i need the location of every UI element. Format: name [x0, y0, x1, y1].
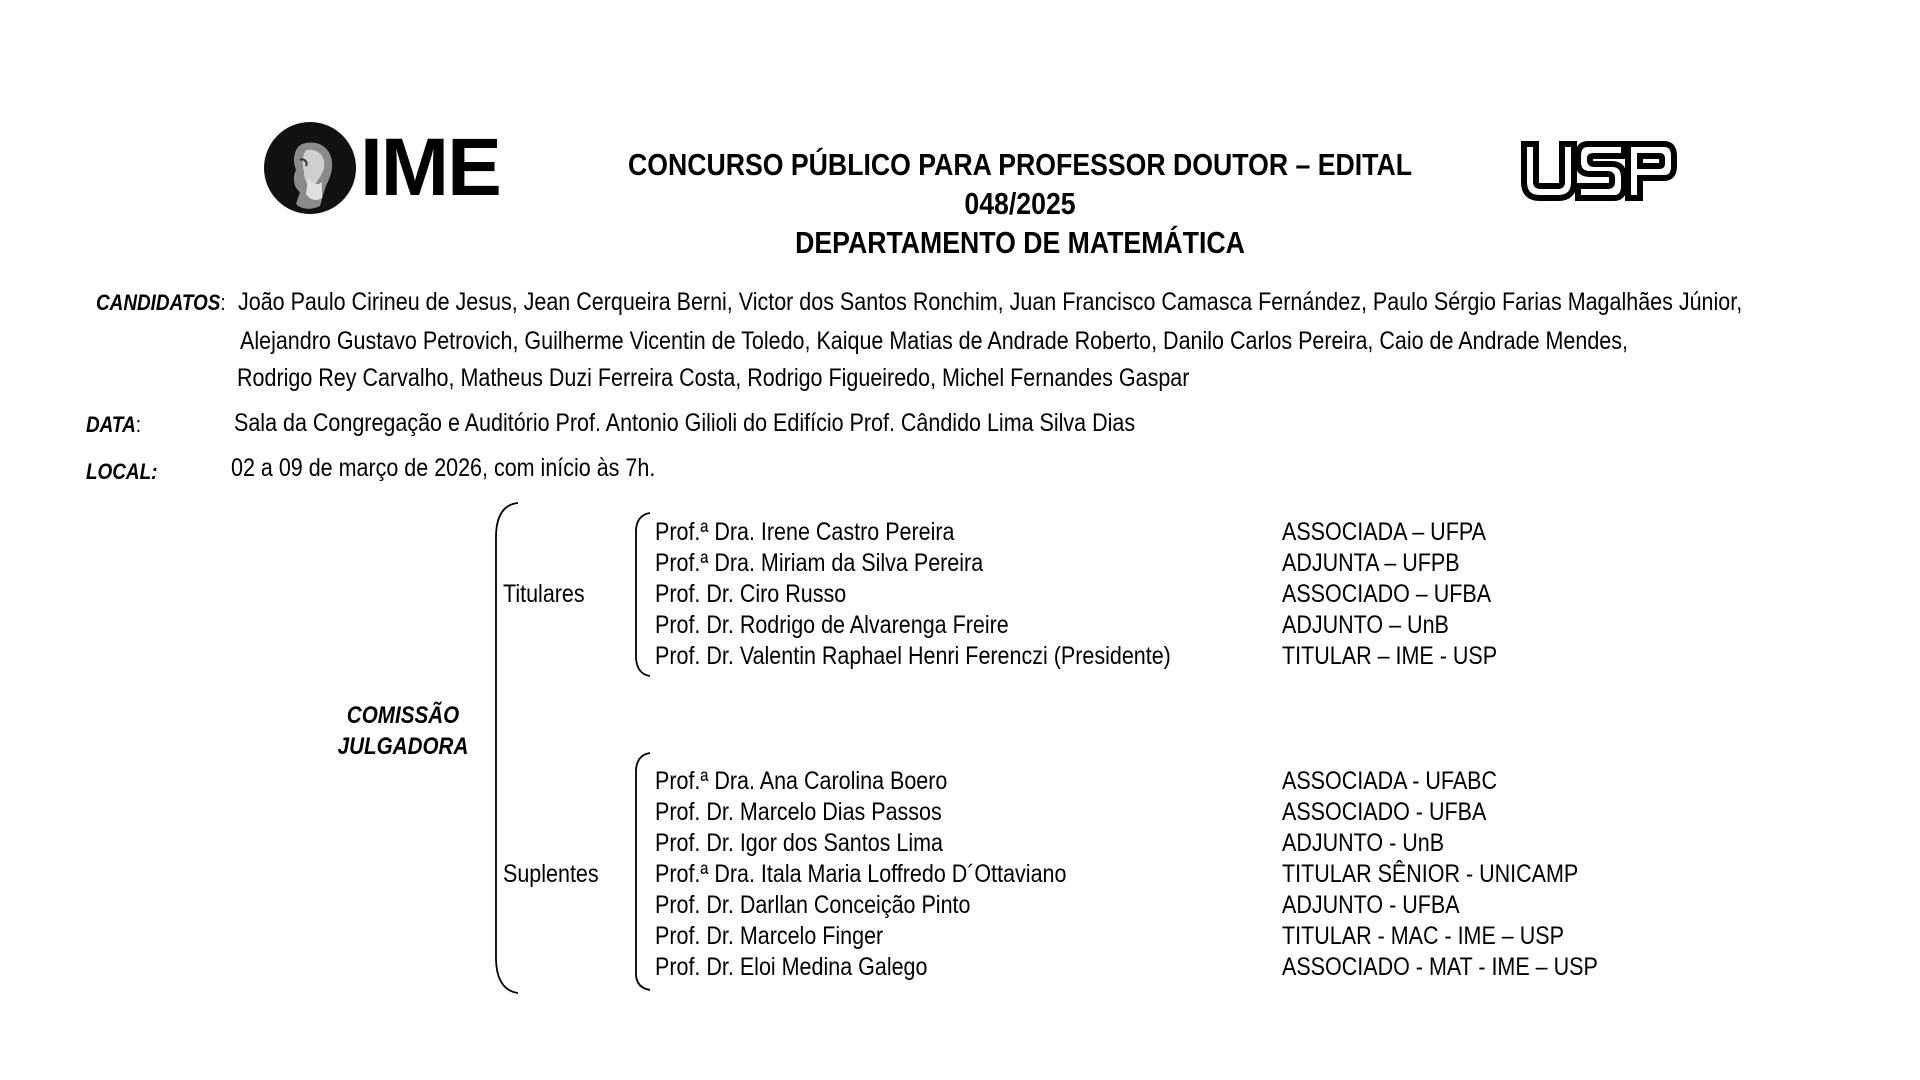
suplentes-roles: [1282, 766, 1649, 983]
member-role: ASSOCIADO - UFBA: [1282, 798, 1487, 826]
titulares-roles: [1282, 517, 1532, 672]
member-role: ADJUNTA – UFPB: [1282, 549, 1460, 577]
member-name: Prof. Dr. Valentin Raphael Henri Ferenczi (Presidente): [655, 642, 1171, 670]
member-role: ASSOCIADO - MAT - IME – USP: [1282, 953, 1598, 981]
data-label: DATA:: [86, 412, 142, 437]
member-name: Prof. Dr. Marcelo Finger: [655, 922, 884, 950]
member-role: ASSOCIADA – UFPA: [1282, 518, 1486, 546]
suplentes-brace: [636, 753, 650, 990]
title-line-1: CONCURSO PÚBLICO PARA PROFESSOR DOUTOR – EDITAL 048/2025: [627, 147, 1413, 221]
member-name: Prof. Dr. Marcelo Dias Passos: [655, 798, 942, 826]
member-name: Prof.ª Dra. Irene Castro Pereira: [655, 518, 955, 546]
local-label: LOCAL:: [86, 459, 158, 484]
member-role: TITULAR – IME - USP: [1282, 642, 1498, 670]
member-name: Prof. Dr. Igor dos Santos Lima: [655, 829, 944, 857]
member-name: Prof.ª Dra. Miriam da Silva Pereira: [655, 549, 984, 577]
member-role: ASSOCIADA - UFABC: [1282, 767, 1498, 795]
title-line-2: DEPARTAMENTO DE MATEMÁTICA: [795, 225, 1245, 260]
data-value: Sala da Congregação e Auditório Prof. Antonio Gilioli do Edifício Prof. Cândido Lima Silva Dias: [234, 409, 1136, 437]
member-role: ADJUNTO - UFBA: [1282, 891, 1460, 919]
member-name: Prof.ª Dra. Itala Maria Loffredo D´Ottaviano: [655, 860, 1067, 888]
member-role: TITULAR SÊNIOR - UNICAMP: [1282, 860, 1579, 888]
outer-brace: [496, 503, 518, 993]
member-role: ASSOCIADO – UFBA: [1282, 580, 1492, 608]
member-name: Prof. Dr. Darllan Conceição Pinto: [655, 891, 971, 919]
local-value: 02 a 09 de março de 2026, com início às 7h.: [231, 454, 656, 482]
titulares-list: [655, 517, 1255, 672]
candidatos-line-3: Rodrigo Rey Carvalho, Matheus Duzi Ferreira Costa, Rodrigo Figueiredo, Michel Fernandes Gaspar: [237, 364, 1190, 392]
member-name: Prof. Dr. Eloi Medina Galego: [655, 953, 928, 981]
member-role: ADJUNTO - UnB: [1282, 829, 1445, 857]
candidatos-line-1: João Paulo Cirineu de Jesus, Jean Cerqueira Berni, Victor dos Santos Ronchim, Juan Francisco Camasca Fernández, Paulo Sérgio Farias Magalhães Júnior,: [238, 288, 1743, 316]
member-role: ADJUNTO – UnB: [1282, 611, 1449, 639]
ime-logo-text: IME: [360, 122, 500, 213]
suplentes-list: [655, 766, 1133, 983]
candidatos-label: CANDIDATOS:: [96, 290, 226, 315]
comissao-label: COMISSÃO JULGADORA: [337, 702, 469, 760]
candidatos-line-2: Alejandro Gustavo Petrovich, Guilherme Vicentin de Toledo, Kaique Matias de Andrade Roberto, Danilo Carlos Pereira, Caio de Andrade Mendes,: [240, 327, 1628, 355]
titulares-brace: [636, 513, 650, 676]
member-name: Prof. Dr. Ciro Russo: [655, 580, 847, 608]
member-name: Prof.ª Dra. Ana Carolina Boero: [655, 767, 948, 795]
titulares-label: Titulares: [503, 580, 585, 608]
suplentes-label: Suplentes: [503, 860, 599, 888]
member-name: Prof. Dr. Rodrigo de Alvarenga Freire: [655, 611, 1009, 639]
member-role: TITULAR - MAC - IME – USP: [1282, 922, 1564, 950]
